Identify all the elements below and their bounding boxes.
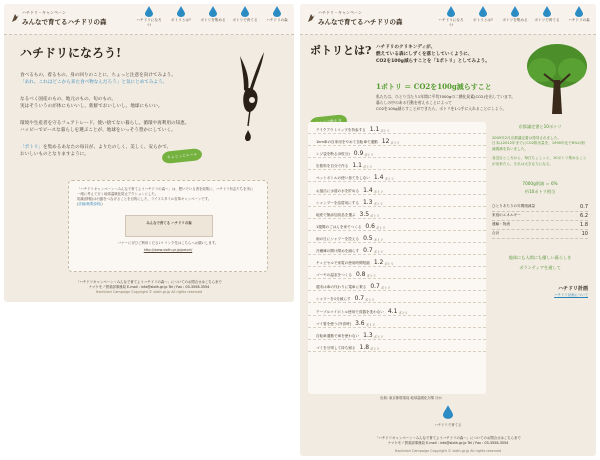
item-value: 3.5 xyxy=(359,210,370,218)
nav-item-hachidori[interactable] xyxy=(438,6,464,28)
item-unit: ポトリ xyxy=(384,262,394,267)
calc-note: 約10ポトリ相当 xyxy=(524,189,556,195)
potori-link[interactable]: 「ポトリ」 xyxy=(20,145,43,150)
list-item xyxy=(308,170,486,182)
item-unit: ポトリ xyxy=(384,177,395,182)
item-value: 0.6 xyxy=(365,222,375,230)
item-label: お風呂に水道の水を貯める xyxy=(316,188,360,193)
hummingbird-icon xyxy=(306,12,316,24)
forest-link[interactable]: ハチドリ計画について xyxy=(554,293,588,298)
page-title: ハチドリになろう! xyxy=(20,46,122,60)
nav-item-potori[interactable] xyxy=(168,6,194,28)
intro-paragraph: 食べるもの、着るもの、身の回りのことに、ちょっと注意を向けてみよう。 「あれ、これはどこから来た食べ物なんだろう」と気にとめてみよう。 xyxy=(20,73,176,85)
list-item xyxy=(308,122,486,134)
logo-tagline: ハチドリ・キャンペーン xyxy=(22,10,66,15)
list-item xyxy=(308,279,486,291)
hummingbird-illustration xyxy=(226,48,278,148)
item-value: 1.3 xyxy=(363,331,373,339)
page-title: ポトリとは? xyxy=(310,44,372,57)
item-label: 1週間のごはんを家でつくる xyxy=(316,224,362,229)
list-item xyxy=(308,267,486,279)
item-value: 0.7 xyxy=(363,247,373,255)
item-value: 0.7 xyxy=(354,295,365,303)
item-label: マイ箸を使う(外食時) xyxy=(316,321,352,326)
list-item xyxy=(308,134,486,146)
item-value: 0.9 xyxy=(353,150,364,158)
site-header xyxy=(300,4,596,35)
item-unit: ポトリ xyxy=(370,213,380,218)
footer: 「ハチドリキャンペーン～みんなで育てようハチドリの森～」についてのお問合せはこちらまで ナマケモノ倶楽部事務局 E-mail : info@sloth.gr.jp Tel / Fax : 03-3558-3554 xyxy=(375,436,521,445)
list-item xyxy=(308,231,486,243)
sidebar-bottom-heading: 地球にも人間にも優しい暮らしを xyxy=(508,255,572,261)
body-text: 私たちは、ひとり当たり1年間に平均7000gの二酸化炭素(CO2)を出しています。 暮らしの中のある行動を省えることによって CO2を100g減らすことができたら、ポトリを1つ手に入れることにしよう。 xyxy=(376,94,516,111)
nav-label: ポトリを集める xyxy=(502,18,528,22)
nav-label: ハチドリの森 xyxy=(266,18,288,22)
footer: 「ハチドリキャンペーン～みんなで育てようハチドリの森～」についてのお問合せはこちらまで ナマケモノ倶楽部事務局 E-mail : info@sloth.gr.jp Tel / Fax : 03-3558-3554 Hachidori Campaign Copyright © sloth.gr.jp All rights reserved xyxy=(76,280,222,294)
water-drop-icon xyxy=(145,6,153,17)
item-value: 1.4 xyxy=(363,186,373,194)
nav-label: ポトリで育てる xyxy=(232,18,258,22)
item-value: 0.7 xyxy=(370,283,380,291)
page-hachidori-ni-narou xyxy=(4,4,294,302)
list-item xyxy=(308,328,486,340)
nav-item-forest[interactable] xyxy=(566,6,592,28)
nav-item-grow[interactable] xyxy=(534,6,560,28)
table-row: 運輸・物流 1.8 xyxy=(492,222,588,229)
item-label: テイクアウトコップを持参する xyxy=(316,128,366,133)
banner-url-link[interactable]: http://www.sloth.gr.jp/potori/ xyxy=(143,248,193,252)
table-row: ひとりあたりの年間削減量 0.7 xyxy=(492,204,588,211)
item-unit: ポトリ xyxy=(398,310,408,315)
local-paragraph: なるべく国産のもの、地元のもの、旬のもの。 実はそういうのが体にもいいし、新鮮でおいしいし、地球にもいい。 xyxy=(20,97,163,109)
site-header xyxy=(4,4,294,35)
nav-label: ポトリとは? xyxy=(171,18,191,22)
nav-item-potori[interactable] xyxy=(470,6,496,28)
item-label: 週末は車の代わりに電車に乗る xyxy=(316,285,367,290)
hummingbird-icon xyxy=(10,12,20,24)
item-unit: ポトリ xyxy=(380,286,391,291)
sidebar-text: 2005年2月京都議定書は発効されました。 日本は2012年までにCO2排出量を、1990年比で6%の削減義務を負いました。 身近なところから、毎日ちょこっと、10ポトリ集めることが出来たら、それは大きな力になる。 xyxy=(492,136,587,166)
potori-definition: 1ポトリ ＝ CO2を100g減らすこと xyxy=(376,82,492,91)
water-drop-icon xyxy=(511,6,519,17)
item-value: 4.1 xyxy=(387,307,398,315)
forest-logo[interactable]: ハチドリ計画 xyxy=(557,286,588,293)
item-label: 缶飲料を自分で作る xyxy=(316,164,349,169)
item-value: 1.4 xyxy=(373,174,384,182)
footer-nav-label: ハチドリで育てる xyxy=(434,423,462,427)
list-item xyxy=(308,146,486,158)
water-drop-icon xyxy=(575,6,583,17)
nav-item-hachidori[interactable] xyxy=(136,6,162,28)
banner-logo-text: みんなで育てる ハチドリの森 xyxy=(146,221,192,225)
water-drop-icon xyxy=(479,6,487,17)
item-value: 1.2 xyxy=(373,259,384,267)
nav-label: ポトリで育てる xyxy=(534,18,560,22)
item-unit: ポトリ xyxy=(373,334,384,339)
list-item xyxy=(308,340,486,352)
water-drop-icon xyxy=(273,6,281,17)
fairtrade-paragraph: 環境や生産者を守るフェアトレード、使い捨てない暮らし。循環や再利用の知恵。 ハッピーでピースな暮らしを選ぶことが、地球をいっそう豊かにしていく。 xyxy=(20,121,190,133)
item-label: テーブルマイボトル使用で食器を洗わない xyxy=(316,309,384,314)
nav-label: ポトリを集める xyxy=(200,18,226,22)
water-drop-icon xyxy=(177,6,185,17)
item-label: ゴミを分別して持ち帰る xyxy=(316,345,356,350)
footer-nav-grow[interactable] xyxy=(428,404,468,428)
item-value: 1.8 xyxy=(359,343,370,351)
item-unit: ポトリ xyxy=(364,153,374,158)
item-unit: ポトリ xyxy=(380,129,390,134)
potori-paragraph: 「ポトリ」を集めるあなたの毎日が、よりたのしく、美しく、安らかで、 おいしいものとなりますように。 xyxy=(20,145,172,157)
page-potori-towa xyxy=(300,4,596,456)
logo-tagline: ハチドリ・キャンペーン xyxy=(318,10,362,15)
list-item xyxy=(308,255,486,267)
item-unit: ポトリ xyxy=(390,141,400,146)
item-label: 地産で無添加食品を選ぶ xyxy=(316,212,356,217)
list-item xyxy=(308,219,486,231)
item-unit: ポトリ xyxy=(373,201,384,206)
water-drop-icon xyxy=(209,6,217,17)
list-item xyxy=(308,303,486,315)
nav-label: ハチドリになろう! xyxy=(438,18,464,27)
nav-item-grow[interactable] xyxy=(232,6,258,28)
nav-item-collect[interactable] xyxy=(200,6,226,28)
sidebar-title: 京都議定書と10ポトリ xyxy=(518,124,562,129)
item-unit: ポトリ xyxy=(365,298,375,303)
item-label: 1km車の自家用をやめて自転車で通勤 xyxy=(316,140,378,145)
kyoto-sidebar xyxy=(492,124,588,374)
water-drop-icon xyxy=(447,6,455,17)
item-unit: ポトリ xyxy=(373,189,384,194)
tree-illustration xyxy=(524,40,590,116)
campaign-note xyxy=(68,180,268,272)
item-value: 3.6 xyxy=(355,319,365,327)
sidebar-bottom-sub: ボランティアを通して xyxy=(519,265,561,271)
nav-label: ハチドリの森 xyxy=(568,18,590,22)
banner-caption: バナーにぜひご利用ください! リンク先はこちらへお願いします。 xyxy=(117,241,219,245)
nav-item-collect[interactable] xyxy=(502,6,528,28)
item-unit: ポトリ xyxy=(375,225,386,230)
intro-text: ハチドリのクリキンディが、 燃えている森にしずくを落としていくように、 CO2を100g減らすことを「1ポトリ」としてみよう。 xyxy=(376,45,490,64)
item-label: 自転車通勤で車を使わない xyxy=(316,333,360,338)
list-item xyxy=(308,207,486,219)
item-value: 1.1 xyxy=(369,126,380,134)
campaign-banner[interactable] xyxy=(125,215,213,237)
reduction-table xyxy=(492,203,588,239)
rule-badge[interactable]: ちょこっとルール xyxy=(161,148,202,164)
list-item xyxy=(308,195,486,207)
detail-link[interactable]: 詳細(概要説明) xyxy=(78,202,102,206)
list-item xyxy=(308,291,486,303)
calc-label: 7000g削減 ＝ 6% xyxy=(522,181,558,187)
item-unit: ポトリ xyxy=(370,346,380,351)
item-label: 雨の日にシャワーを控える xyxy=(316,236,360,241)
table-row: 家庭のエネルギー 6.2 xyxy=(492,213,588,220)
site-logo[interactable]: みんなで育てるハチドリの森 xyxy=(22,18,107,26)
water-drop-icon xyxy=(543,6,551,17)
item-unit: ポトリ xyxy=(366,274,377,279)
item-value: 1.3 xyxy=(362,198,373,206)
main-nav xyxy=(136,6,290,28)
item-value: 0.8 xyxy=(355,271,366,279)
item-label: ペットボトルの使い捨てをしない xyxy=(316,176,370,181)
list-item xyxy=(308,243,486,255)
list-item xyxy=(308,182,486,194)
nav-item-forest[interactable] xyxy=(264,6,290,28)
water-drop-icon xyxy=(443,405,453,419)
item-unit: ポトリ xyxy=(373,237,384,242)
note-text: 「ハチドリキャンペーン～みんなで育てようハチドリの森～」は、想いでいる者を結集に、ハチドリ有志たちを実に 一緒に考えて行く地球温暖化防止アクションにした。 知識(情報)は行動をつなげることを目的にした、ライフスタイル変革キャンペーンです。 (詳細(概要説明)) xyxy=(77,187,254,206)
item-value: 12 xyxy=(381,138,390,146)
item-label: レジ袋を断る(5枚分) xyxy=(316,152,350,157)
nav-label: ハチドリになろう! xyxy=(136,18,162,27)
main-nav xyxy=(438,6,592,28)
list-item xyxy=(308,158,486,170)
site-logo[interactable]: みんなで育てるハチドリの森 xyxy=(318,18,403,26)
item-label: 冷蔵庫の開け閉めを減らす xyxy=(316,249,360,254)
table-row: 合計 10 xyxy=(492,231,588,238)
water-drop-icon xyxy=(241,6,249,17)
item-unit: ポトリ xyxy=(365,322,376,327)
item-label: チェビセルで家電の使用時間短縮 xyxy=(316,261,370,266)
nav-label: ポトリとは? xyxy=(473,18,493,22)
item-label: シャワーを1分減らす xyxy=(316,297,351,302)
item-unit: ポトリ xyxy=(362,165,373,170)
item-label: シャンプーを詰替用にする xyxy=(316,200,359,205)
item-label: ゴーヤの温室をつくる xyxy=(316,273,352,278)
list-item xyxy=(308,316,486,328)
item-unit: ポトリ xyxy=(373,250,384,255)
potori-list xyxy=(308,122,486,394)
item-value: 0.5 xyxy=(363,234,373,242)
source-note: 出典: 東京都環境局 地球温暖化対策 ほか xyxy=(380,396,443,400)
item-value: 1.1 xyxy=(352,162,362,170)
copyright: Hachidori Campaign Copyright © sloth.gr.jp All rights reserved xyxy=(394,449,502,453)
